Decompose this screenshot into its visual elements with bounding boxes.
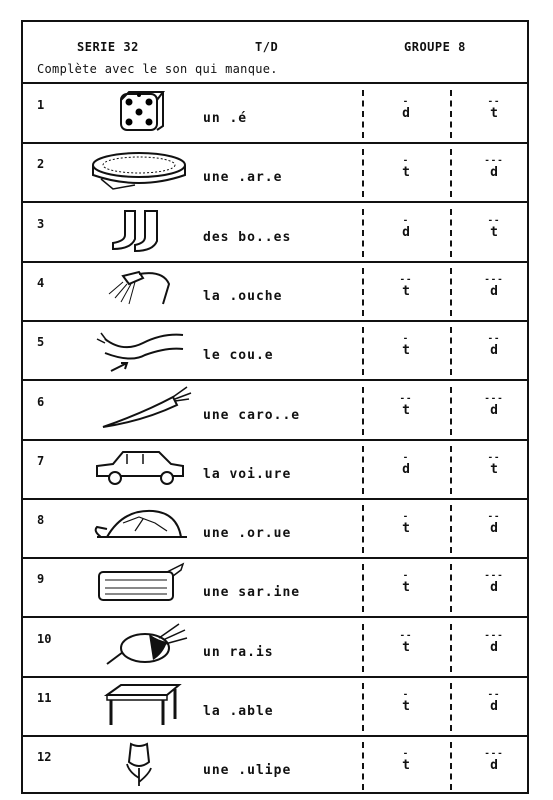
choice-b[interactable]	[474, 513, 514, 537]
dashed-divider	[362, 742, 364, 790]
choice-b[interactable]	[474, 98, 514, 122]
row-number: 2	[37, 157, 45, 172]
syllable-marks: -	[402, 452, 410, 463]
choice-letter: d	[402, 461, 410, 477]
dashed-divider	[450, 327, 452, 375]
exercise-row	[23, 558, 527, 618]
incomplete-word: une .ar.e	[203, 170, 283, 186]
exercise-row	[23, 203, 527, 263]
row-number: 8	[37, 513, 45, 528]
sardine-icon	[83, 560, 193, 614]
shower-icon	[83, 264, 193, 318]
elbow-icon	[83, 323, 193, 377]
syllable-marks: ---	[484, 156, 504, 167]
syllable-marks: -	[402, 97, 410, 107]
exercise-row	[23, 677, 527, 737]
choice-b[interactable]	[474, 691, 514, 715]
choice-a[interactable]	[386, 513, 426, 537]
syllable-marks: --	[487, 97, 501, 107]
syllable-marks: ---	[484, 630, 504, 641]
dashed-divider	[450, 624, 452, 672]
dashed-divider	[450, 149, 452, 197]
dashed-divider	[362, 564, 364, 612]
syllable-marks: -	[402, 156, 410, 167]
dashed-divider	[450, 505, 452, 553]
exercise-row	[23, 618, 527, 678]
dashed-divider	[450, 564, 452, 612]
incomplete-word: la voi.ure	[203, 466, 292, 482]
choice-letter: t	[402, 758, 410, 774]
syllable-marks: --	[399, 393, 413, 404]
dashed-divider	[362, 90, 364, 138]
dashed-divider	[362, 387, 364, 435]
choice-letter: t	[490, 224, 498, 240]
dashed-divider	[362, 209, 364, 257]
exercise-row	[23, 84, 527, 144]
choice-a[interactable]	[386, 217, 426, 241]
choice-letter: d	[490, 402, 498, 418]
syllable-marks: ---	[484, 749, 504, 760]
row-number: 12	[37, 750, 52, 765]
choice-letter: d	[490, 521, 498, 537]
incomplete-word: un ra.is	[203, 644, 274, 660]
instruction-text: Complète avec le son qui manque.	[37, 62, 278, 76]
choice-b[interactable]	[474, 454, 514, 478]
choice-letter: d	[490, 165, 498, 181]
choice-letter: d	[490, 758, 498, 774]
choice-letter: d	[490, 699, 498, 714]
choice-letter: t	[490, 461, 498, 477]
choice-a[interactable]	[386, 395, 426, 419]
choice-a[interactable]	[386, 98, 426, 122]
choice-b[interactable]	[474, 572, 514, 596]
dashed-divider	[450, 90, 452, 138]
syllable-marks: -	[402, 690, 410, 700]
dashed-divider	[362, 683, 364, 731]
choice-letter: t	[402, 343, 410, 359]
dice-icon	[83, 86, 193, 140]
choice-a[interactable]	[386, 691, 426, 715]
choice-letter: d	[490, 580, 498, 596]
choice-letter: t	[402, 402, 410, 418]
choice-a[interactable]	[386, 335, 426, 359]
syllable-marks: --	[399, 274, 413, 285]
choice-a[interactable]	[386, 750, 426, 774]
incomplete-word: un .é	[203, 111, 248, 126]
group-label: GROUPE 8	[404, 40, 466, 54]
worksheet-header	[23, 22, 527, 84]
dashed-divider	[450, 387, 452, 435]
row-number: 10	[37, 631, 52, 646]
choice-letter: d	[490, 343, 498, 359]
radish-icon	[83, 620, 193, 674]
row-number: 9	[37, 572, 45, 587]
dashed-divider	[450, 742, 452, 790]
exercise-row	[23, 736, 527, 796]
incomplete-word: une sar.ine	[203, 585, 301, 601]
choice-a[interactable]	[386, 572, 426, 596]
incomplete-word: une .ulipe	[203, 763, 292, 779]
tortoise-icon	[83, 501, 193, 555]
series-label: SERIE 32	[77, 40, 139, 54]
syllable-marks: --	[487, 690, 501, 700]
row-number: 4	[37, 275, 45, 290]
incomplete-word: le cou.e	[203, 348, 274, 364]
incomplete-word: des bo..es	[203, 229, 292, 245]
choice-letter: t	[490, 106, 498, 121]
dashed-divider	[362, 268, 364, 316]
syllable-marks: -	[402, 571, 410, 582]
tulip-icon	[83, 738, 193, 792]
exercise-row	[23, 499, 527, 559]
dashed-divider	[450, 683, 452, 731]
choice-letter: t	[402, 283, 410, 299]
choice-b[interactable]	[474, 395, 514, 419]
syllable-marks: --	[487, 452, 501, 463]
boots-icon	[83, 205, 193, 259]
syllable-marks: ---	[484, 571, 504, 582]
worksheet	[21, 20, 529, 794]
row-number: 3	[37, 216, 45, 231]
syllable-marks: --	[487, 215, 501, 226]
row-number: 7	[37, 453, 45, 468]
choice-letter: t	[402, 165, 410, 181]
dashed-divider	[450, 446, 452, 494]
choice-b[interactable]	[474, 276, 514, 300]
dashed-divider	[362, 446, 364, 494]
choice-a[interactable]	[386, 632, 426, 656]
choice-letter: t	[402, 580, 410, 596]
incomplete-word: la .able	[203, 704, 274, 719]
dashed-divider	[362, 327, 364, 375]
choice-letter: t	[402, 639, 410, 655]
tart-icon	[83, 145, 193, 199]
syllable-marks: ---	[484, 274, 504, 285]
dashed-divider	[362, 624, 364, 672]
dashed-divider	[450, 209, 452, 257]
exercise-row	[23, 143, 527, 203]
syllable-marks: --	[399, 630, 413, 641]
choice-letter: t	[402, 521, 410, 537]
choice-letter: t	[402, 699, 410, 714]
choice-letter: d	[490, 283, 498, 299]
row-number: 11	[37, 691, 52, 705]
mode-label: T/D	[255, 40, 279, 54]
choice-letter: d	[490, 639, 498, 655]
choice-letter: d	[402, 224, 410, 240]
choice-b[interactable]	[474, 217, 514, 241]
exercise-row	[23, 381, 527, 441]
choice-b[interactable]	[474, 335, 514, 359]
row-number: 1	[37, 98, 45, 112]
dashed-divider	[362, 149, 364, 197]
syllable-marks: --	[487, 512, 501, 523]
syllable-marks: -	[402, 512, 410, 523]
table-icon	[83, 679, 193, 733]
choice-b[interactable]	[474, 632, 514, 656]
exercise-row	[23, 262, 527, 322]
choice-b[interactable]	[474, 157, 514, 181]
row-number: 5	[37, 335, 45, 350]
incomplete-word: une .or.ue	[203, 526, 292, 542]
exercise-row	[23, 321, 527, 381]
row-number: 6	[37, 394, 45, 409]
incomplete-word: la .ouche	[203, 288, 283, 304]
syllable-marks: --	[487, 334, 501, 345]
choice-letter: d	[402, 106, 410, 121]
exercise-row	[23, 440, 527, 500]
syllable-marks: -	[402, 215, 410, 226]
syllable-marks: -	[402, 749, 410, 760]
choice-a[interactable]	[386, 454, 426, 478]
carrot-icon	[83, 383, 193, 437]
choice-b[interactable]	[474, 750, 514, 774]
choice-a[interactable]	[386, 276, 426, 300]
syllable-marks: ---	[484, 393, 504, 404]
dashed-divider	[450, 268, 452, 316]
choice-a[interactable]	[386, 157, 426, 181]
car-icon	[83, 442, 193, 496]
syllable-marks: -	[402, 334, 410, 345]
dashed-divider	[362, 505, 364, 553]
incomplete-word: une caro..e	[203, 407, 301, 423]
